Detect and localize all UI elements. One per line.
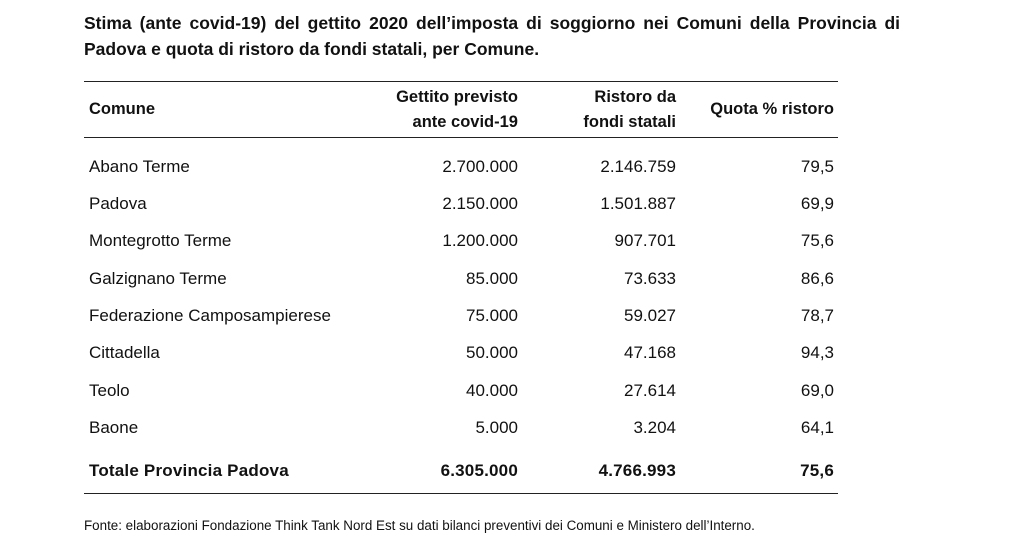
header-gettito	[396, 85, 518, 135]
total-comune: Totale Provincia Padova	[89, 461, 289, 480]
cell-gettito: 85.000	[466, 269, 518, 288]
cell-quota: 78,7	[800, 306, 834, 325]
total-gettito: 6.305.000	[440, 461, 518, 480]
header-comune: Comune	[89, 100, 155, 118]
cell-ristoro: 73.633	[624, 269, 676, 288]
cell-gettito: 75.000	[466, 306, 518, 325]
table-row	[84, 304, 838, 341]
cell-gettito: 40.000	[466, 381, 518, 400]
header-ristoro	[583, 85, 676, 135]
cell-gettito: 1.200.000	[442, 231, 518, 250]
cell-gettito: 5.000	[475, 418, 518, 437]
cell-comune: Montegrotto Terme	[89, 231, 232, 250]
cell-quota: 79,5	[800, 157, 834, 176]
cell-comune: Padova	[89, 194, 147, 213]
cell-quota: 86,6	[800, 269, 834, 288]
cell-comune: Abano Terme	[89, 157, 190, 176]
table-row	[84, 341, 838, 378]
table-row	[84, 267, 838, 304]
total-ristoro: 4.766.993	[598, 461, 676, 480]
cell-comune: Cittadella	[89, 343, 160, 362]
table-bottom-rule	[84, 493, 838, 494]
cell-quota: 64,1	[800, 418, 834, 437]
cell-gettito: 50.000	[466, 343, 518, 362]
cell-comune: Federazione Camposampierese	[89, 306, 331, 325]
cell-ristoro: 2.146.759	[600, 157, 676, 176]
cell-ristoro: 3.204	[633, 418, 676, 437]
cell-quota: 75,6	[800, 231, 834, 250]
table-row	[84, 416, 838, 453]
table-header-rule	[84, 137, 838, 138]
cell-ristoro: 27.614	[624, 381, 676, 400]
table-row	[84, 229, 838, 266]
cell-comune: Baone	[89, 418, 139, 437]
cell-quota: 69,0	[800, 381, 834, 400]
table-total-row	[84, 459, 838, 496]
total-quota: 75,6	[800, 461, 834, 480]
header-ristoro-line1: Ristoro da	[594, 88, 676, 106]
source-note: Fonte: elaborazioni Fondazione Think Tank Nord Est su dati bilanci preventivi dei Comuni e Ministero dell’Interno.	[84, 518, 755, 533]
cell-gettito: 2.150.000	[442, 194, 518, 213]
cell-comune: Teolo	[89, 381, 130, 400]
table-row	[84, 379, 838, 416]
cell-ristoro: 907.701	[614, 231, 676, 250]
header-gettito-line2: ante covid-19	[412, 113, 518, 131]
cell-ristoro: 1.501.887	[600, 194, 676, 213]
table-top-rule	[84, 81, 838, 82]
table-title: Stima (ante covid-19) del gettito 2020 dell’imposta di soggiorno nei Comuni della Provincia di Padova e quota di ristoro da fondi statali, per Comune.	[84, 13, 900, 59]
table-row	[84, 192, 838, 229]
header-gettito-line1: Gettito previsto	[396, 88, 518, 106]
cell-comune: Galzignano Terme	[89, 269, 227, 288]
header-ristoro-line2: fondi statali	[583, 113, 676, 131]
cell-gettito: 2.700.000	[442, 157, 518, 176]
cell-quota: 94,3	[800, 343, 834, 362]
cell-ristoro: 59.027	[624, 306, 676, 325]
header-quota: Quota % ristoro	[710, 100, 834, 118]
table-row	[84, 155, 838, 192]
cell-ristoro: 47.168	[624, 343, 676, 362]
cell-quota: 69,9	[800, 194, 834, 213]
